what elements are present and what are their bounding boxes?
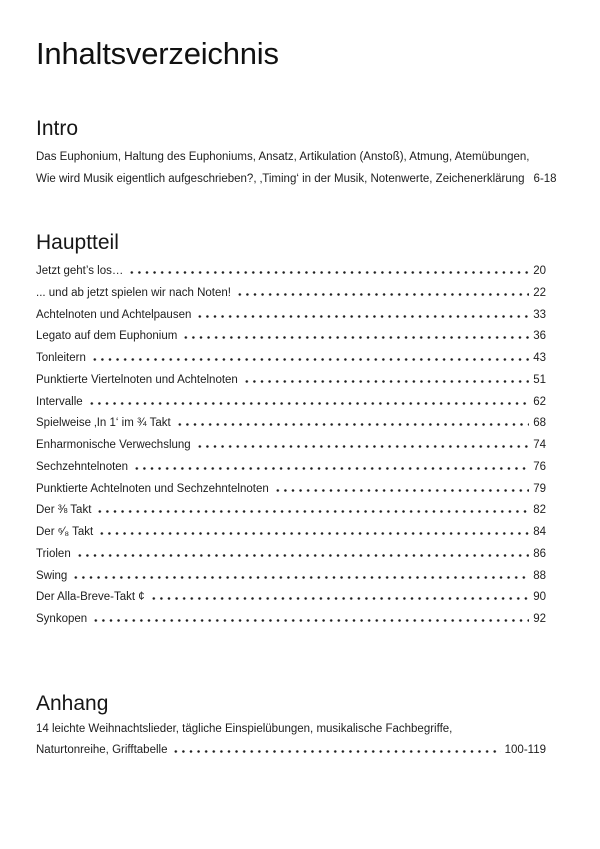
dot-leader xyxy=(196,445,530,448)
toc-entry-label: Intervalle xyxy=(36,395,83,408)
toc-entry-page: 22 xyxy=(533,286,546,299)
toc-entry-row xyxy=(36,461,546,483)
toc-entry-page: 33 xyxy=(533,308,546,321)
toc-entry-page: 36 xyxy=(533,330,546,343)
toc-entry-row xyxy=(36,352,546,374)
dot-leader xyxy=(128,271,529,274)
section-heading-intro: Intro xyxy=(36,117,79,140)
section-heading-anhang: Anhang xyxy=(36,692,109,715)
toc-entry-page: 76 xyxy=(533,460,546,473)
dot-leader xyxy=(133,467,529,470)
toc-entry-label: Swing xyxy=(36,569,68,582)
toc-entry-label: ... und ab jetzt spielen wir nach Noten! xyxy=(36,286,231,299)
dot-leader xyxy=(150,597,530,600)
toc-entry-page: 84 xyxy=(533,526,546,538)
toc-entry-page: 90 xyxy=(533,591,546,604)
toc-entry-page: 86 xyxy=(533,547,546,560)
dot-leader xyxy=(172,750,500,753)
intro-text-line1: Das Euphonium, Haltung des Euphoniums, Ansatz, Artikulation (Anstoß), Atmung, Atemübungen, xyxy=(36,151,530,163)
toc-entry-label: Achtelnoten und Achtelpausen xyxy=(36,308,192,321)
toc-entry-row xyxy=(36,330,546,352)
toc-entry-label: Punktierte Viertelnoten und Achtelnoten xyxy=(36,373,238,386)
toc-entry-row xyxy=(36,591,546,613)
toc-entry-row xyxy=(36,309,546,331)
toc-entry-label: Legato auf dem Euphonium xyxy=(36,330,178,343)
section-heading-hauptteil: Hauptteil xyxy=(36,231,119,254)
toc-entry-label: Triolen xyxy=(36,547,71,560)
toc-entry-row xyxy=(36,396,546,418)
dot-leader xyxy=(76,554,529,557)
toc-entry-page: 92 xyxy=(533,613,546,625)
intro-text-line2: Wie wird Musik eigentlich aufgeschrieben?, ‚Timing‘ in der Musik, Notenwerte, Zeichenerklärung xyxy=(36,173,525,185)
toc-entry-row xyxy=(36,613,546,635)
toc-entry-label: Enharmonische Verwechslung xyxy=(36,439,191,451)
appendix-text-line2: Naturtonreihe, Grifftabelle xyxy=(36,744,168,756)
toc-entry-row xyxy=(36,287,546,309)
toc-entry-page: 88 xyxy=(533,569,546,582)
dot-leader xyxy=(91,358,529,361)
toc-entry-label: Jetzt geht’s los… xyxy=(36,265,124,277)
toc-entry-row xyxy=(36,374,546,396)
toc-entry-row xyxy=(36,548,546,570)
toc-entry-label: Tonleitern xyxy=(36,352,86,364)
intro-leader-row xyxy=(36,173,557,185)
appendix-leader-row xyxy=(36,744,546,756)
dot-leader xyxy=(196,315,529,318)
toc-entry-row xyxy=(36,504,546,526)
toc-entry-page: 62 xyxy=(533,395,546,408)
toc-entry-row xyxy=(36,439,546,461)
toc-entry-page: 74 xyxy=(533,439,546,451)
toc-entry-page: 82 xyxy=(533,504,546,517)
appendix-page-range: 100-119 xyxy=(504,744,546,756)
dot-leader xyxy=(72,576,529,579)
dot-leader xyxy=(182,336,529,339)
dot-leader xyxy=(243,380,529,383)
toc-entry-row xyxy=(36,483,546,505)
dot-leader xyxy=(96,510,529,513)
dot-leader xyxy=(274,489,529,492)
dot-leader xyxy=(236,293,529,296)
toc-entry-label: Der ⁶⁄₈ Takt xyxy=(36,526,94,538)
toc-entry-label: Synkopen xyxy=(36,613,88,625)
dot-leader xyxy=(176,423,530,426)
dot-leader xyxy=(88,402,530,405)
toc-entry-label: Spielweise ‚In 1‘ im ¾ Takt xyxy=(36,417,171,430)
toc-entry-label: Sechzehntelnoten xyxy=(36,460,129,473)
toc-entry-page: 43 xyxy=(533,352,546,364)
toc-entry-page: 20 xyxy=(533,265,546,277)
toc-entry-page: 68 xyxy=(533,417,546,430)
toc-entry-row xyxy=(36,265,546,287)
toc-entry-row xyxy=(36,570,546,592)
toc-entry-row xyxy=(36,526,546,548)
dot-leader xyxy=(98,532,529,535)
toc-entry-page: 79 xyxy=(533,482,546,495)
toc-entry-label: Punktierte Achtelnoten und Sechzehntelnoten xyxy=(36,482,269,495)
toc-entry-page: 51 xyxy=(533,373,546,386)
appendix-text-line1: 14 leichte Weihnachtslieder, tägliche Einspielübungen, musikalische Fachbegriffe, xyxy=(36,723,453,735)
toc-list xyxy=(36,265,546,635)
page-title: Inhaltsverzeichnis xyxy=(36,36,279,71)
toc-entry-label: Der ⅜ Takt xyxy=(36,504,92,517)
toc-entry-row xyxy=(36,417,546,439)
toc-entry-label: Der Alla-Breve-Takt ¢ xyxy=(36,591,145,604)
dot-leader xyxy=(92,619,529,622)
intro-page-range: 6-18 xyxy=(533,173,557,185)
